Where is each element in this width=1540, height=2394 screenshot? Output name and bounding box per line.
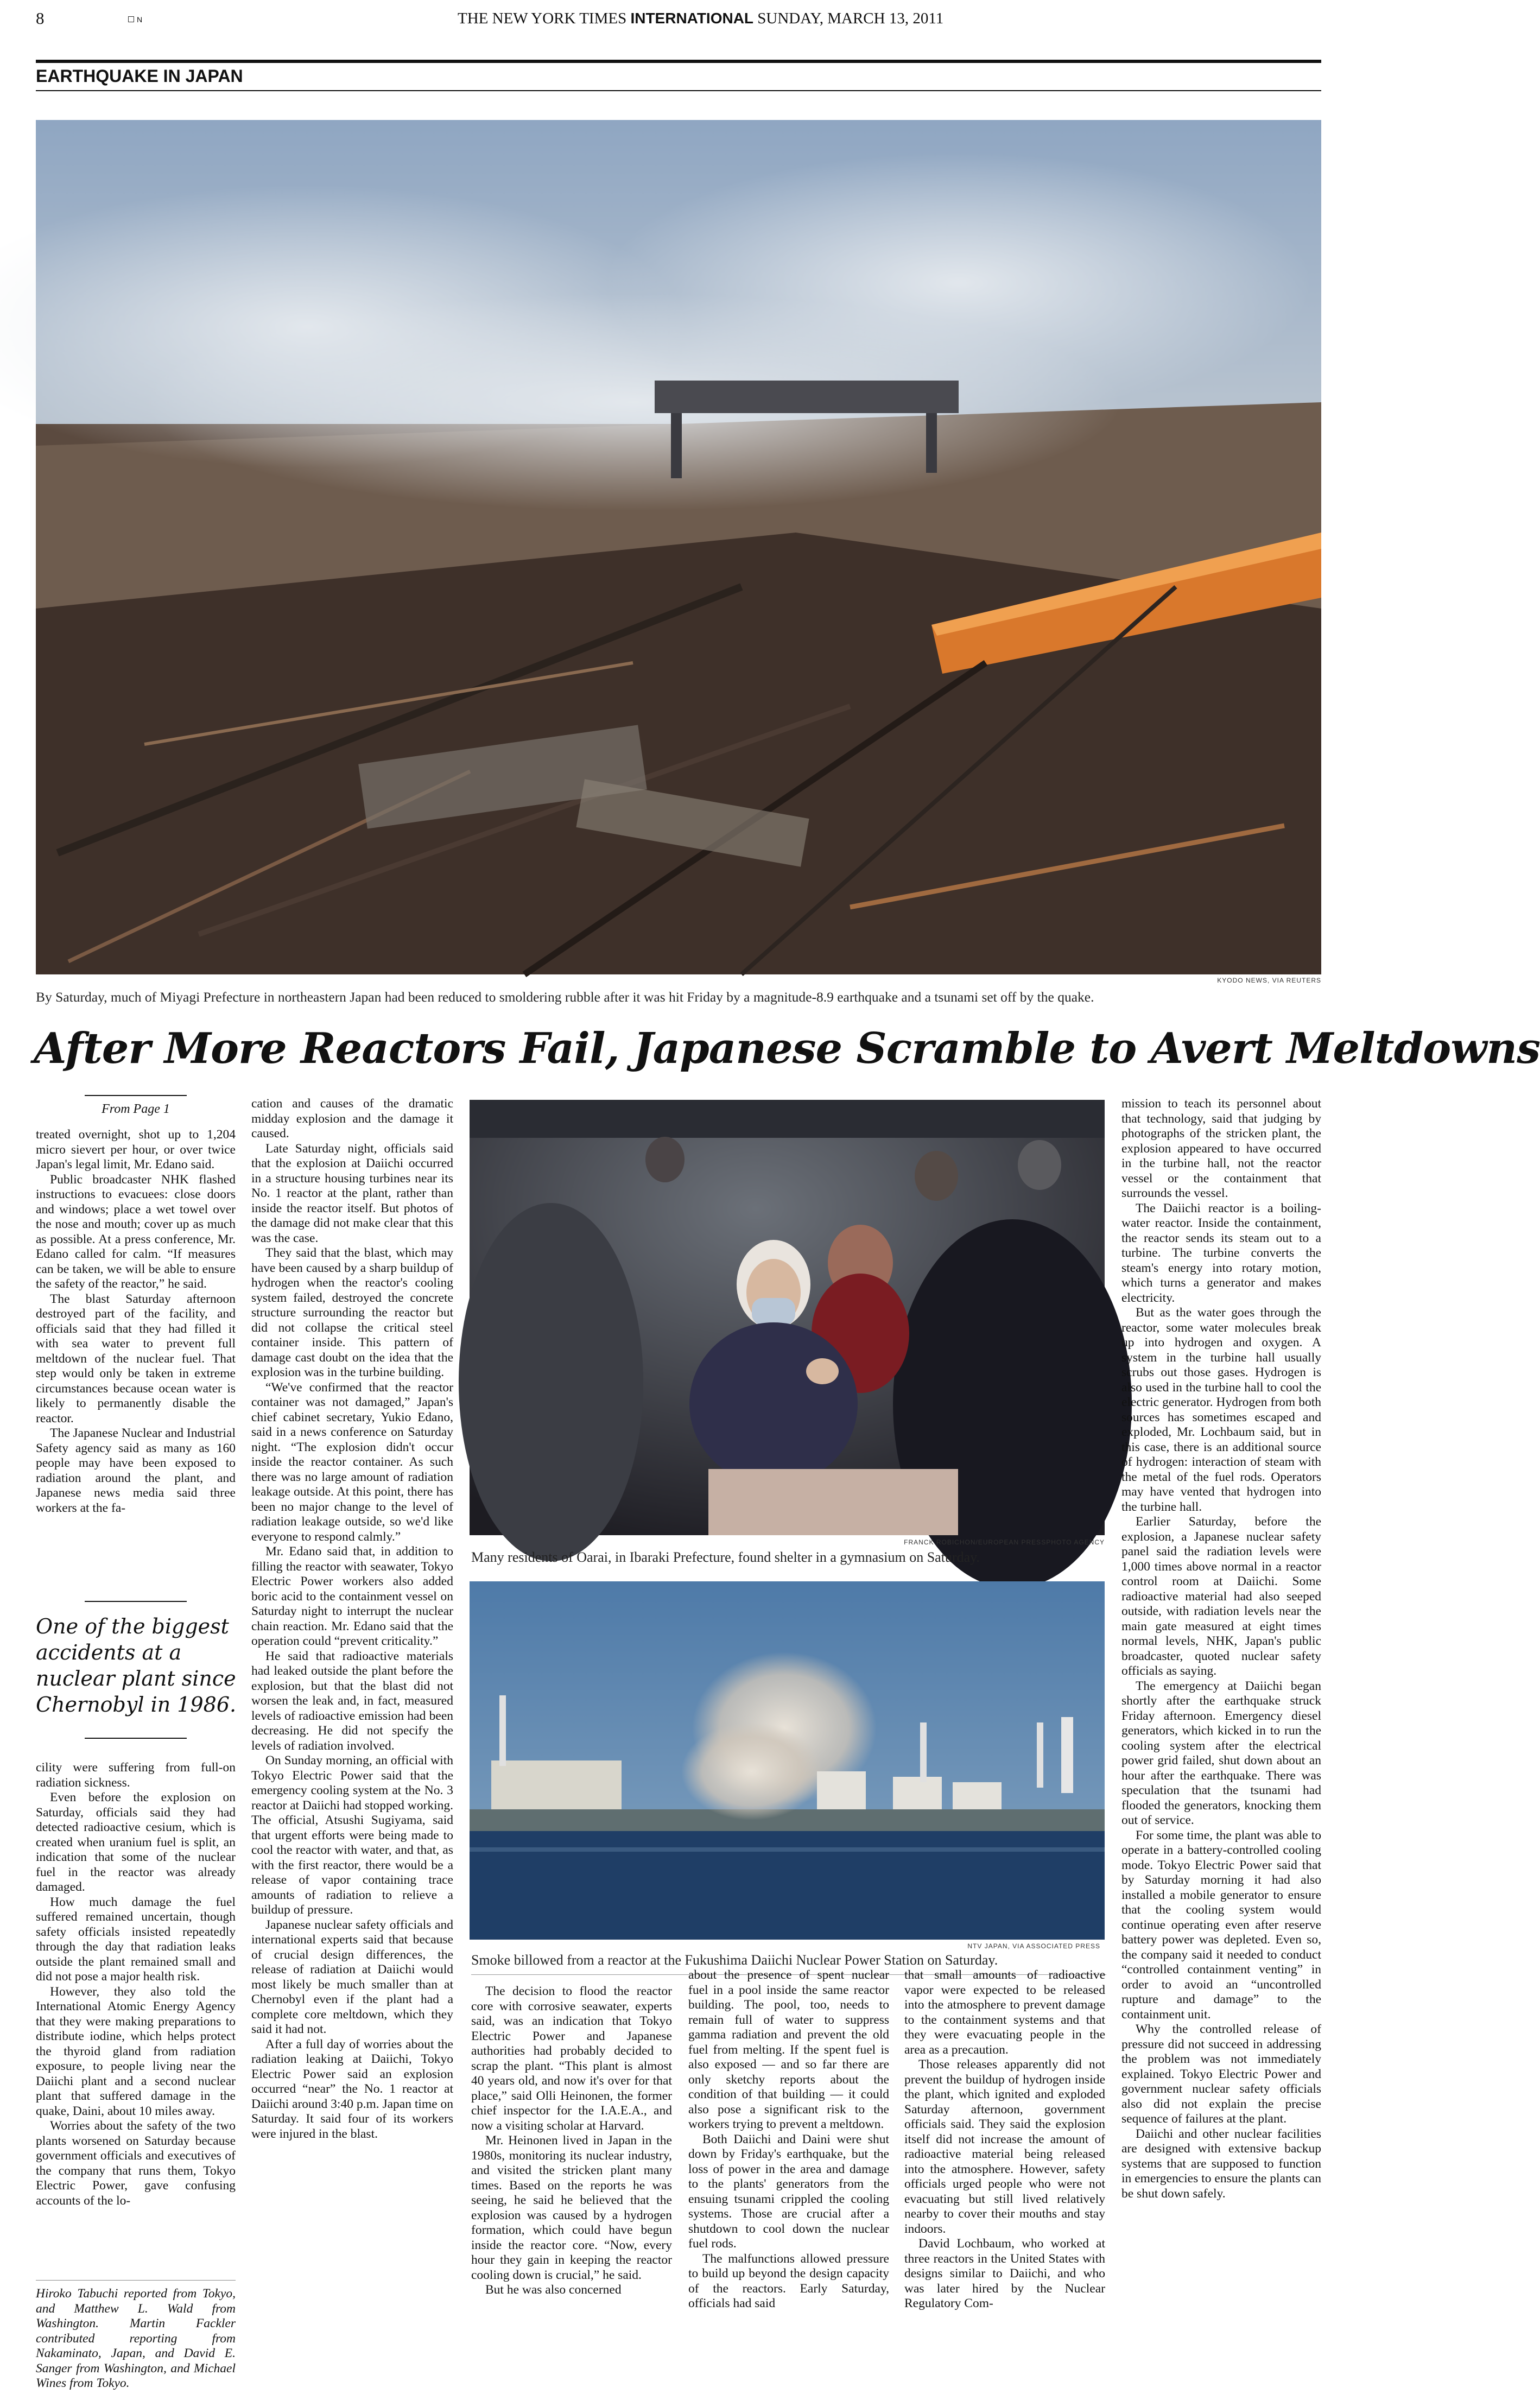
article-column-1b [36,1760,236,2208]
edition-mark: N [128,15,142,24]
contributor-note: Hiroko Tabuchi reported from Tokyo, and Matthew L. Wald from Washington. Martin Fackler contributed reporting from Nakaminato, Japan, and David E. Sanger from Washington, and Michael Wines from Tokyo. [36,2287,236,2390]
article-column-2 [251,1097,453,2142]
shelter-photo-caption: Many residents of Oarai, in Ibaraki Prefecture, found shelter in a gymnasium on Saturday. [471,1549,980,1565]
rubble-photo-credit: KYODO NEWS, VIA REUTERS [1217,977,1321,984]
article-paragraph: treated overnight, shot up to 1,204 micro sievert per hour, or over twice Japan's legal limit, Mr. Edano said. [36,1128,236,1171]
article-paragraph: But he was also concerned [485,2283,622,2297]
section-label: EARTHQUAKE IN JAPAN [36,66,243,86]
article-paragraph: mission to teach its personnel about that technology, said that judging by photographs of the stricken plant, the explosion appeared to have occurred in the turbine hall, not the reactor vessel or the containment that surrounds the vessel. [1121,1097,1321,1200]
section-rule [36,90,1321,91]
article-paragraph: Late Saturday night, officials said that the explosion at Daiichi occurred in a structure housing turbines near its No. 1 reactor at the plant, rather than inside the reactor itself. But photos of the damage did not make clear that this was the case. [251,1141,453,1245]
article-paragraph: But as the water goes through the reactor, some water molecules break up into hydrogen and oxygen. A system in the turbine hall usually scrubs out those gases. Hydrogen is also used in the turbine hall to cool the electric generator. Hydrogen from both sources has sometimes escaped and exploded, Mr. Lochbaum said, but in this case, there is an additional source of hydrogen: interaction of steam with the metal of the fuel rods. Operators may have vented that hydrogen into the turbine hall. [1121,1306,1321,1514]
article-column-6 [1121,1097,1321,2201]
issue-date: SUNDAY, MARCH 13, 2011 [757,10,944,27]
article-paragraph: Earlier Saturday, before the explosion, a Japanese nuclear safety panel said the radiation levels were 1,000 times above normal in a reactor control room at Daiichi. Some radioactive material had also seeped outside, with radiation levels near the main gate measured at eight times normal levels, NHK, Japan's public broadcaster, quoted nuclear safety officials as saying. [1121,1515,1321,1678]
paper-name: THE NEW YORK TIMES [458,10,627,27]
article-paragraph: that small amounts of radioactive vapor were expected to be released into the atmosphere to prevent damage to the containment systems and that they were evacuating people in the area as a precaution. [904,1968,1105,2057]
article-paragraph: The emergency at Daiichi began shortly after the earthquake struck Friday afternoon. Emergency diesel generators, which kicked in to run the cooling system after the electrical power grid failed, shut down about an hour after the earthquake. There was speculation that the tsunami had flooded the generators, knocking them out of service. [1121,1679,1321,1827]
article-column-3 [471,1984,672,2298]
article-paragraph: “We've confirmed that the reactor container was not damaged,” Japan's chief cabinet secretary, Yukio Edano, said in a news conference on Saturday night. “The explosion didn't occur inside the reactor container. As such there was no large amount of radiation leakage outside. At this point, there has been no major change to the level of radiation leakage outside, so we'd like everyone to respond calmly.” [251,1380,453,1544]
reactor-photo-caption: Smoke billowed from a reactor at the Fukushima Daiichi Nuclear Power Station on Saturday. [471,1952,998,1968]
pull-quote: One of the biggest accidents at a nuclear plant since Chernobyl in 1986. [36,1614,237,1717]
article-paragraph: cation and causes of the dramatic midday explosion and the damage it caused. [251,1097,453,1141]
article-paragraph: Public broadcaster NHK flashed instructions to evacuees: close doors and windows; place a wet towel over the nose and mouth; cover up as much as possible. At a press conference, Mr. Edano called for calm. “If measures can be taken, we will be able to ensure the safety of the reactor,” he said. [36,1172,236,1291]
shelter-photo-credit: FRANCK ROBICHON/EUROPEAN PRESSPHOTO AGENCY [904,1538,1105,1546]
article-paragraph: The malfunctions allowed pressure to build up beyond the design capacity of the reactors. Early Saturday, officials had said [688,2251,889,2310]
article-paragraph: They said that the blast, which may have been caused by a sharp buildup of hydrogen when the reactor's cooling system failed, destroyed the concrete structure surrounding the reactor but did not collapse the critical steel container inside. This pattern of damage cast doubt on the idea that the explosion was in the turbine building. [251,1246,453,1379]
article-column-1a [36,1128,236,1516]
article-paragraph: Even before the explosion on Saturday, officials said they had detected radioactive cesium, which is created when uranium fuel is split, an indication that some of the nuclear fuel in the reactor was already damaged. [36,1790,236,1894]
article-paragraph: Mr. Heinonen lived in Japan in the 1980s, monitoring its nuclear industry, and visited the stricken plant many times. Based on the reports he was seeing, he said he believed that the explosion was caused by a hydrogen formation, which could have begun inside the reactor core. “Now, every hour they gain in keeping the reactor cooling down is crucial,” he said. [471,2133,672,2282]
shelter-photo [470,1100,1105,1535]
masthead-rule [36,60,1321,63]
article-paragraph: Daiichi and other nuclear facilities are designed with extensive backup systems that are supposed to function in emergencies to ensure the plants can be shut down safely. [1121,2126,1321,2201]
article-paragraph: He said that radioactive materials had leaked outside the plant before the explosion, but that the blast did not worsen the leak and, in fact, measured levels of radioactive emission had been decreasing. He did not specify the levels of radiation involved. [251,1649,453,1753]
article-column-5 [904,1968,1105,2311]
article-paragraph: Japanese nuclear safety officials and international experts said that because of crucial design differences, the release of radiation at Daiichi would most likely be much smaller than at Chernobyl even if the plant had a complete core meltdown, which they said it had not. [251,1917,453,2036]
jump-label: From Page 1 [102,1102,170,1116]
article-paragraph: The blast Saturday afternoon destroyed part of the facility, and officials said that they had filled it with sea water to prevent full meltdown of the nuclear fuel. That step would only be taken in extreme circumstances because ocean water is likely to permanently disable the reactor. [36,1291,236,1426]
contributor-rule [36,2280,236,2281]
article-paragraph: Both Daiichi and Daini were shut down by Friday's earthquake, but the loss of power in the area and damage to the plants' generators from the ensuing tsunami crippled the cooling systems. Those are crucial after a shutdown to cool down the nuclear fuel rods. [688,2132,889,2251]
article-paragraph: The Japanese Nuclear and Industrial Safety agency said as many as 160 people may have been exposed to radiation around the plant, and Japanese news media said three workers at the fa- [36,1426,236,1515]
reactor-photo [470,1581,1105,1940]
masthead [458,10,943,28]
pullquote-rule-top [85,1601,187,1602]
article-paragraph: Those releases apparently did not prevent the buildup of hydrogen inside the plant, which ignited and exploded Saturday afternoon, government officials said. They said the explosion itself did not increase the amount of radioactive material being released into the atmosphere. However, safety officials urged people who were not evacuating but still lived relatively nearby to cover their mouths and stay indoors. [904,2057,1105,2236]
article-paragraph: On Sunday morning, an official with Tokyo Electric Power said that the emergency cooling system at the No. 3 reactor at Daiichi had stopped working. The official, Atsushi Sugiyama, said that urgent efforts were being made to cool the reactor with water, and that, as with the first reactor, there would be a release of vapor containing trace amounts of radiation to relieve a buildup of pressure. [251,1753,453,1917]
article-column-4 [688,1968,889,2311]
article-paragraph: Mr. Edano said that, in addition to filling the reactor with seawater, Tokyo Electric Power workers also added boric acid to the containment vessel on Saturday night to interrupt the nuclear chain reaction. Mr. Edano said that the operation could “prevent criticality.” [251,1544,453,1648]
page-number: 8 [36,9,45,28]
article-paragraph: For some time, the plant was able to operate in a battery-controlled cooling mode. Tokyo Electric Power said that by Saturday morning it had also installed a mobile generator to ensure that the cooling system would continue operating even after reserve battery power was depleted. Even so, the company said it needed to conduct “controlled containment venting” in order to avoid an “uncontrolled rupture and damage” to the containment unit. [1121,1828,1321,2022]
article-paragraph: Worries about the safety of the two plants worsened on Saturday because government officials and executives of the company that runs them, Tokyo Electric Power, gave confusing accounts of the lo- [36,2119,236,2208]
article-paragraph: After a full day of worries about the radiation leaking at Daiichi, Tokyo Electric Power said an explosion occurred “near” the No. 1 reactor at Daiichi around 3:40 p.m. Japan time on Saturday. It said four of its workers were injured in the blast. [251,2037,454,2141]
pullquote-rule-bottom [85,1738,187,1739]
reactor-photo-credit: NTV JAPAN, VIA ASSOCIATED PRESS [967,1942,1100,1950]
article-paragraph: The Daiichi reactor is a boiling-water reactor. Inside the containment, the reactor sends its steam out to a turbine. The turbine converts the steam's energy into rotary motion, which turns a generator and makes electricity. [1121,1201,1321,1305]
jump-rule-top [85,1095,187,1096]
article-paragraph: However, they also told the International Atomic Energy Agency that they were making preparations to distribute iodine, which helps protect the thyroid gland from radiation exposure, to people living near the Daiichi plant and a second nuclear plant that suffered damage in the quake, Daini, about 10 miles away. [36,1984,236,2118]
headline: After More Reactors Fail, Japanese Scramble to Avert Meltdowns [34,1024,1540,1073]
rubble-photo [36,120,1321,974]
article-paragraph: about the presence of spent nuclear fuel in a pool inside the same reactor building. The pool, too, needs to remain full of water to suppress gamma radiation and prevent the old fuel from melting. If the spent fuel is also exposed — and so far there are only sketchy reports about the condition of that building — it could also pose a significant risk to the workers trying to prevent a meltdown. [688,1968,889,2131]
article-paragraph: cility were suffering from full-on radiation sickness. [36,1760,236,1790]
article-paragraph: The decision to flood the reactor core with corrosive seawater, experts said, was an indication that Tokyo Electric Power and Japanese authorities had probably decided to scrap the plant. “This plant is almost 40 years old, and now it's over for that place,” said Olli Heinonen, the former chief inspector for the I.A.E.A., and now a visiting scholar at Harvard. [471,1984,672,2133]
edition-box-icon [128,16,134,22]
article-paragraph: How much damage the fuel suffered remained uncertain, though safety officials insisted repeatedly through the day that radiation leaks outside the plant remained small and did not pose a major health risk. [36,1895,236,1984]
article-paragraph: David Lochbaum, who worked at three reactors in the United States with designs similar to Daiichi, and who was later hired by the Nuclear Regulatory Com- [904,2237,1105,2310]
rubble-photo-caption: By Saturday, much of Miyagi Prefecture in northeastern Japan had been reduced to smoldering rubble after it was hit Friday by a magnitude-8.9 earthquake and a tsunami set off by the quake. [36,989,1094,1005]
section-name: INTERNATIONAL [630,10,754,27]
article-paragraph: Why the controlled release of pressure did not succeed in addressing the problem was not immediately explained. Tokyo Electric Power and government nuclear safety officials also did not explain the precise sequence of failures at the plant. [1121,2022,1321,2126]
